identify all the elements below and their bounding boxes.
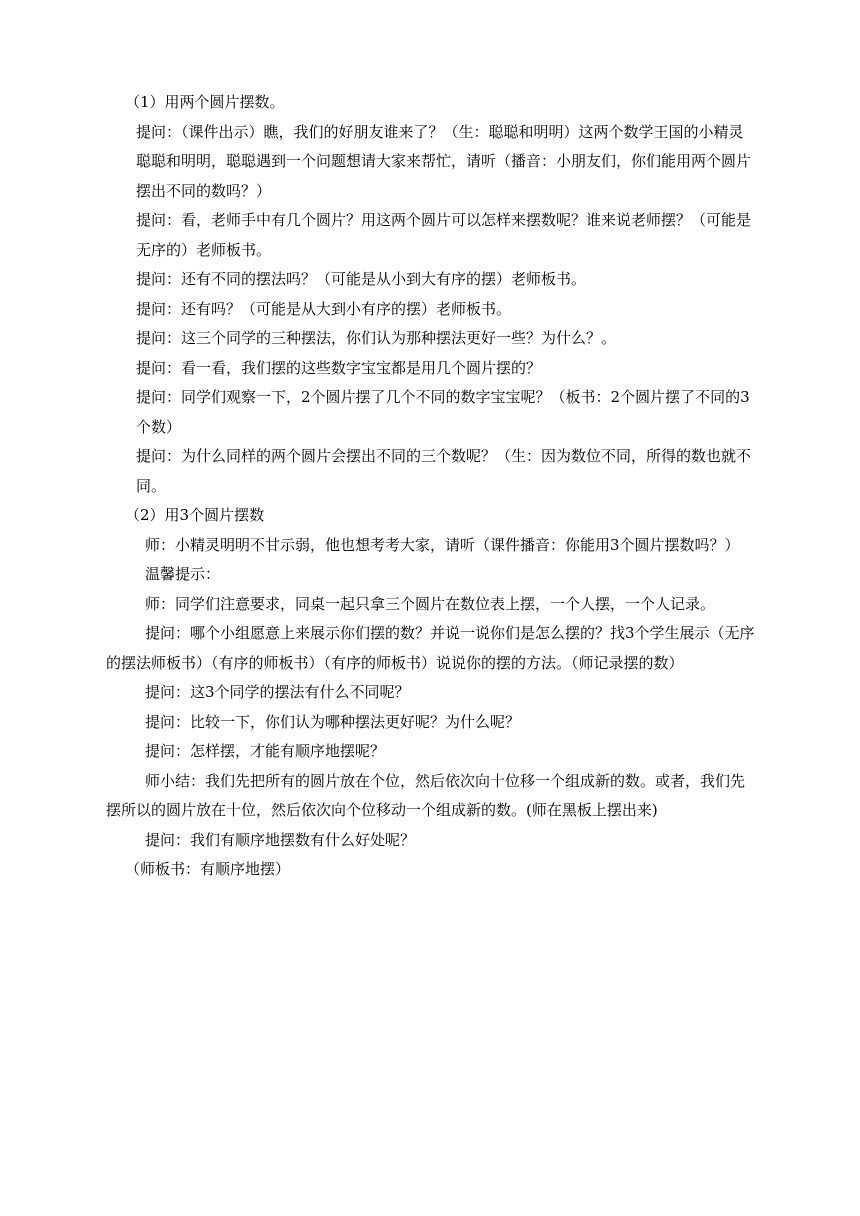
section-heading-2: （2）用3个圆片摆数 bbox=[125, 506, 265, 524]
paragraph: 提问：看，老师手中有几个圆片？用这两个圆片可以怎样来摆数呢？谁来说老师摆？（可能是无序的）老师板书。 bbox=[136, 211, 752, 259]
document-body bbox=[106, 88, 756, 885]
paragraph: 提问：（课件出示）瞧，我们的好朋友谁来了？（生：聪聪和明明）这两个数学王国的小精灵聪聪和明明，聪聪遇到一个问题想请大家来帮忙，请听（播音：小朋友们，你们能用两个圆片摆出不同的数吗？） bbox=[136, 122, 752, 200]
paragraph: 师：小精灵明明不甘示弱，他也想考考大家，请听（课件播音：你能用3个圆片摆数吗？） bbox=[145, 535, 740, 554]
paragraph: 提问：这3个同学的摆法有什么不同呢？ bbox=[145, 683, 410, 701]
paragraph: 提问：为什么同样的两个圆片会摆出不同的三个数呢？（生：因为数位不同，所得的数也就不同。 bbox=[136, 447, 752, 495]
paragraph: 提问：还有吗？（可能是从大到小有序的摆）老师板书。 bbox=[136, 299, 512, 318]
paragraph: 提问：比较一下，你们认为哪种摆法更好呢？为什么呢？ bbox=[145, 712, 521, 731]
paragraph: 提问：怎样摆，才能有顺序地摆呢？ bbox=[145, 742, 386, 760]
paragraph: 提问：同学们观察一下，2个圆片摆了几个不同的数字宝宝呢？（板书：2个圆片摆了不同的3个数） bbox=[136, 388, 750, 436]
paragraph: 提问：我们有顺序地摆数有什么好处呢？ bbox=[145, 830, 416, 849]
paragraph: 师小结：我们先把所有的圆片放在个位，然后依次向十位移一个组成新的数。或者，我们先摆所以的圆片放在十位，然后依次向个位移动一个组成新的数。(师在黑板上摆出来) bbox=[106, 771, 746, 819]
paragraph: 提问：还有不同的摆法吗？（可能是从小到大有序的摆）老师板书。 bbox=[136, 270, 587, 288]
paragraph: （师板书：有顺序地摆） bbox=[125, 860, 291, 878]
paragraph: 师：同学们注意要求，同桌一起只拿三个圆片在数位表上摆，一个人摆，一个人记录。 bbox=[145, 594, 716, 613]
paragraph: 提问：哪个小组愿意上来展示你们摆的数？并说一说你们是怎么摆的？找3个学生展示（无序的摆法师板书）（有序的师板书）（有序的师板书）说说你的摆的方法。（师记录摆的数） bbox=[106, 624, 755, 672]
paragraph: 提问：这三个同学的三种摆法，你们认为那种摆法更好一些？为什么？。 bbox=[136, 329, 617, 347]
paragraph: 温馨提示： bbox=[145, 565, 221, 583]
section-heading-1: （1）用两个圆片摆数。 bbox=[125, 93, 285, 111]
paragraph: 提问：看一看，我们摆的这些数字宝宝都是用几个圆片摆的？ bbox=[136, 358, 542, 377]
